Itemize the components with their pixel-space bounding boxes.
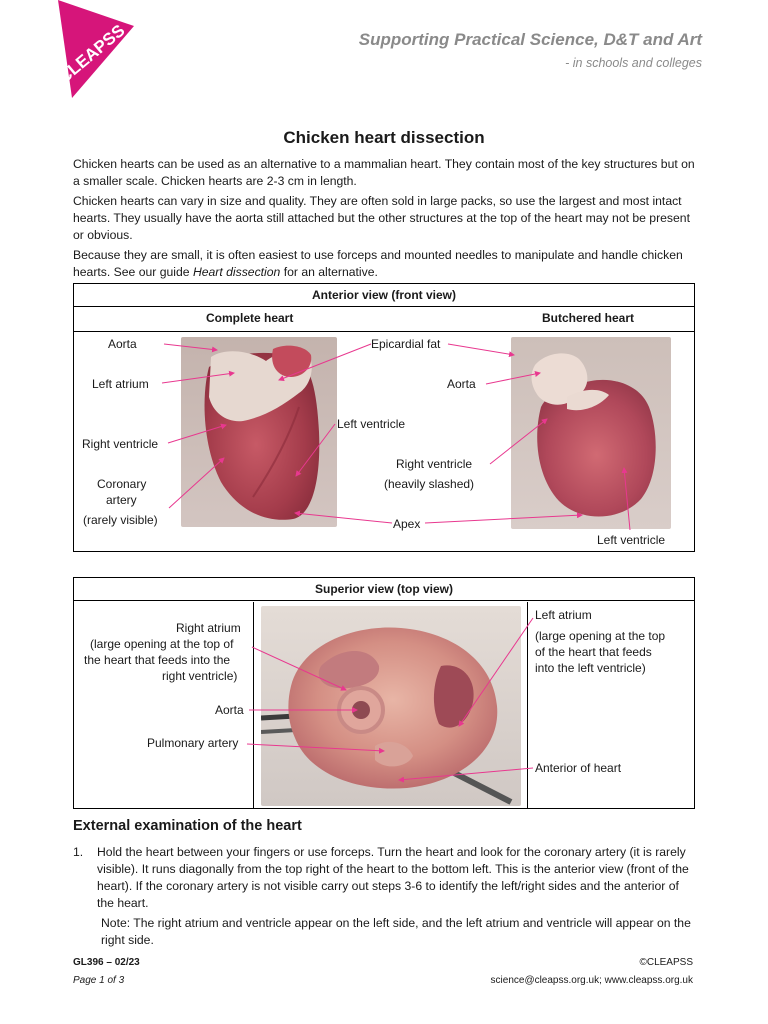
cleapss-logo <box>0 0 140 100</box>
butchered-heart-heading: Butchered heart <box>542 311 635 325</box>
footer-contact: science@cleapss.org.uk; www.cleapss.org.uk <box>490 975 693 986</box>
label-coronary-2: artery <box>106 492 137 507</box>
label-left-atrium-desc-3: into the left ventricle) <box>535 660 646 675</box>
label-aorta-superior: Aorta <box>215 702 244 717</box>
label-right-ventricle: Right ventricle <box>82 436 159 451</box>
label-left-atrium: Left atrium <box>92 376 149 391</box>
footer-right <box>491 954 693 990</box>
footer-page: Page 1 of 3 <box>73 975 125 986</box>
label-right-atrium-desc-1: (large opening at the top of <box>90 636 234 651</box>
label-right-atrium: Right atrium <box>176 620 241 635</box>
butchered-heart-photo <box>511 337 671 529</box>
footer-code: GL396 – 02/23 <box>73 957 140 968</box>
intro-paragraph: Chicken hearts can vary in size and quality. They are often sold in large packs, so use the largest and most intact hearts. They usually have the aorta still attached but the other structures at the top of the heart may not be present or obvious. <box>73 194 690 242</box>
superior-heart-photo <box>261 606 521 806</box>
label-left-atrium-desc-2: of the heart that feeds <box>535 644 652 659</box>
svg-text:CLEAPSS: CLEAPSS <box>54 20 129 87</box>
label-left-atrium-superior: Left atrium <box>535 607 592 622</box>
footer-copyright: ©CLEAPSS <box>639 957 693 968</box>
label-right-atrium-desc-2: the heart that feeds into the <box>84 652 231 667</box>
note-text: Note: The right atrium and ventricle appear on the left side, and the left atrium and ventricle will appear on the right side. <box>101 916 691 947</box>
tagline-main: Supporting Practical Science, D&T and Art <box>358 30 702 49</box>
label-left-atrium-desc-1: (large opening at the top <box>535 628 666 643</box>
footer-left <box>73 954 140 990</box>
steps-list <box>73 844 699 949</box>
label-aorta: Aorta <box>108 336 137 351</box>
guide-link-text: Heart dissection <box>192 265 281 279</box>
label-apex: Apex <box>393 516 421 531</box>
intro-paragraph: Chicken hearts can be used as an alternative to a mammalian heart. They contain most of the key structures but on a smaller scale. Chicken hearts are 2-3 cm in length. <box>73 157 695 188</box>
tagline <box>359 30 702 70</box>
anterior-view-table <box>73 283 695 552</box>
step-number: 1. <box>73 845 84 859</box>
superior-header: Superior view (top view) <box>74 578 695 601</box>
complete-heart-heading: Complete heart <box>206 311 294 325</box>
page-title: Chicken heart dissection <box>283 128 485 147</box>
step-1 <box>73 844 699 912</box>
superior-diagram <box>74 602 694 808</box>
label-pulmonary-artery: Pulmonary artery <box>147 735 239 750</box>
anterior-diagram <box>74 333 694 551</box>
label-epicardial-fat: Epicardial fat <box>371 336 441 351</box>
label-left-ventricle: Left ventricle <box>337 416 406 431</box>
label-coronary-1: Coronary <box>97 476 147 491</box>
label-anterior-of-heart: Anterior of heart <box>535 760 622 775</box>
intro-paragraph: Because they are small, it is often easiest to use forceps and mounted needles to manipulate and handle chicken hearts. See our guide Heart dissection for an alternative. <box>73 248 683 279</box>
label-aorta-butchered: Aorta <box>447 376 476 391</box>
anterior-header: Anterior view (front view) <box>74 284 695 307</box>
section-heading-external: External examination of the heart <box>73 818 302 834</box>
complete-heart-photo <box>181 337 337 527</box>
step-text: Hold the heart between your fingers or use forceps. Turn the heart and look for the coronary artery (it is rarely visible). It runs diagonally from the top right of the heart to the bottom left. This is the anterior view (front of the heart). If the coronary artery is not visible carry out steps 3-6 to identify the left/right sides and the anterior of the heart. <box>97 845 689 910</box>
label-coronary-3: (rarely visible) <box>83 512 158 527</box>
label-left-ventricle-butchered: Left ventricle <box>597 532 666 547</box>
intro-text <box>73 156 699 284</box>
tagline-sub: - in schools and colleges <box>565 56 702 70</box>
label-right-atrium-desc-3: right ventricle) <box>162 668 238 683</box>
label-heavily-slashed: (heavily slashed) <box>384 476 475 491</box>
superior-view-table <box>73 577 695 809</box>
label-right-ventricle-butchered: Right ventricle <box>396 456 473 471</box>
